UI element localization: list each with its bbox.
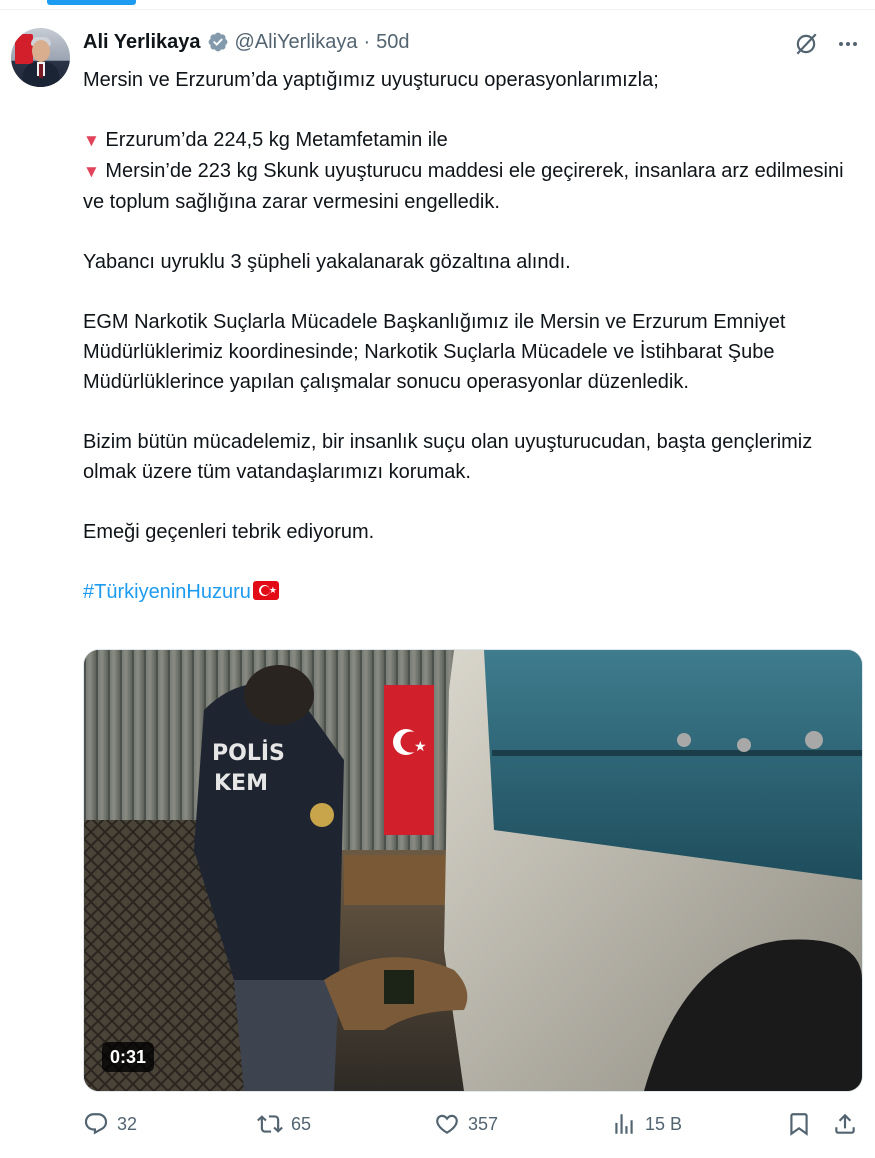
video-frame [84,650,862,1091]
views-button[interactable] [611,1102,682,1146]
svg-text:★: ★ [414,739,427,755]
share-button[interactable] [832,1102,858,1146]
action-bar [0,1102,875,1146]
separator-dot: · [363,30,371,53]
tweet-text [83,65,863,607]
active-tab-indicator [47,0,136,5]
repost-icon [257,1111,283,1137]
bullet-2: ▼ Mersin’de 223 kg Skunk uyuşturucu maddesi ele geçirerek, insanlara arz edilmesini ve toplum sağlığına zarar vermesini engelledik. [83,160,844,213]
paragraph-suspects: Yabancı uyruklu 3 şüpheli yakalanarak gözaltına alındı. [83,251,571,273]
hashtag-link[interactable]: #TürkiyeninHuzuru [83,581,251,603]
repost-count: 65 [291,1113,312,1134]
author-name[interactable]: Ali Yerlikaya [83,30,201,53]
bookmark-button[interactable] [786,1102,812,1146]
tweet-header [83,26,410,58]
reply-icon [83,1111,109,1137]
red-triangle-icon: ▼ [83,162,100,181]
verified-badge-icon [207,31,229,53]
author-handle[interactable]: @AliYerlikaya [234,30,358,53]
avatar[interactable] [11,28,70,87]
repost-button[interactable] [257,1102,311,1146]
paragraph-thanks: Emeği geçenleri tebrik ediyorum. [83,521,375,543]
timestamp[interactable]: 50d [376,30,410,53]
views-count: 15 B [645,1113,683,1134]
views-chart-icon [611,1111,637,1137]
video-player[interactable] [83,649,863,1092]
reply-count: 32 [117,1113,138,1134]
svg-text:KEM: KEM [214,771,268,796]
paragraph-coordination: EGM Narkotik Suçlarla Mücadele Başkanlığımız ile Mersin ve Erzurum Emniyet Müdürlüklerimiz koordinesinde; Narkotik Suçlarla Mücadele ve İstihbarat Şube Müdürlüklerince yapılan çalışmalar sonucu operasyonlar düzenledik. [83,311,786,393]
tweet-intro: Mersin ve Erzurum’da yaptığımız uyuşturucu operasyonlarımızla; [83,69,659,91]
grok-icon[interactable] [789,27,823,61]
video-duration: 0:31 [102,1042,154,1072]
more-options-icon[interactable] [831,27,865,61]
bullet-1: ▼ Erzurum’da 224,5 kg Metamfetamin ile [83,129,448,151]
like-button[interactable] [434,1102,498,1146]
red-triangle-icon: ▼ [83,131,100,150]
like-count: 357 [468,1113,499,1134]
paragraph-mission: Bizim bütün mücadelemiz, bir insanlık suçu olan uyuşturucudan, başta gençlerimiz olmak üzere tüm vatandaşlarımızı korumak. [83,431,813,483]
heart-icon [434,1111,460,1137]
svg-text:POLİS: POLİS [212,741,285,766]
divider [0,9,875,10]
turkey-flag-icon: ★ [253,581,279,600]
bookmark-icon [786,1111,812,1137]
reply-button[interactable] [83,1102,137,1146]
share-icon [832,1111,858,1137]
hashtag-line [83,577,863,607]
